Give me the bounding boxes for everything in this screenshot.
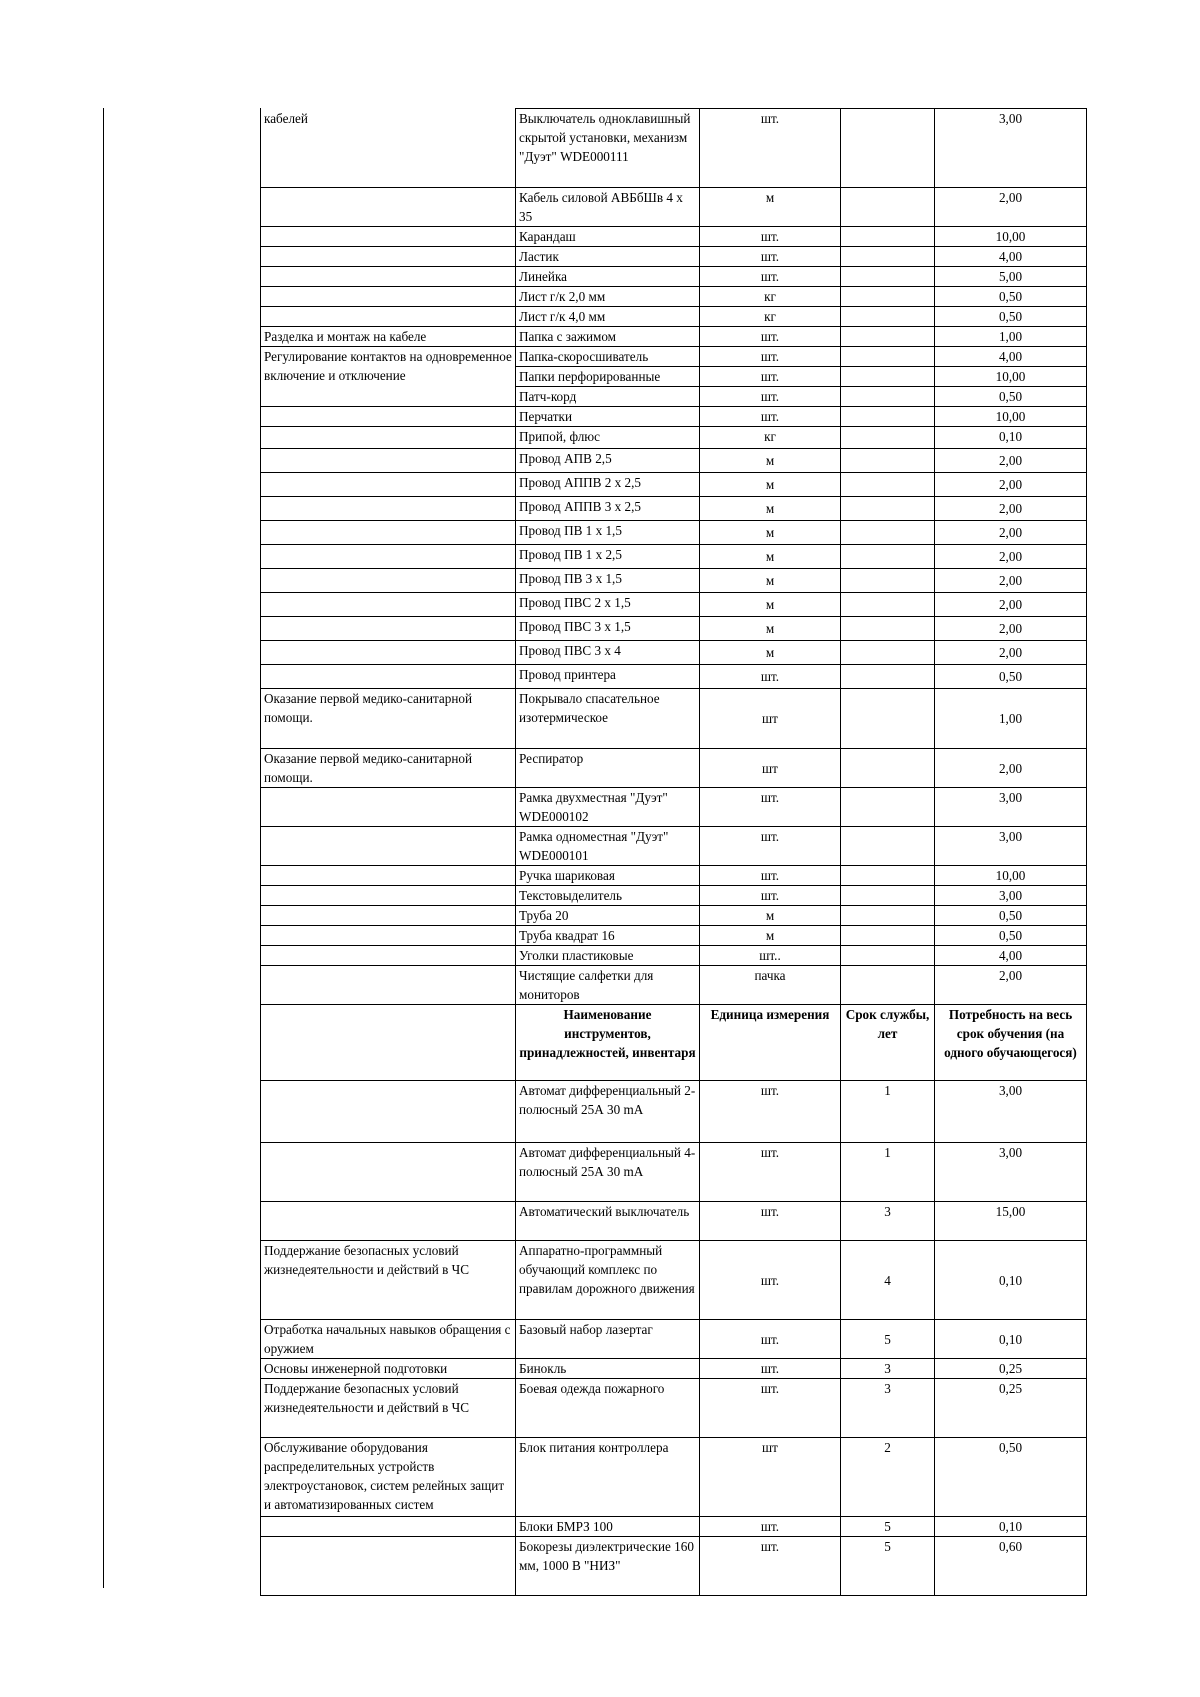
unit-cell: шт. [700,247,841,267]
table-row [261,866,1087,886]
activity-cell [261,641,516,665]
activity-cell [261,926,516,946]
item-name-cell: Автоматический выключатель [516,1202,700,1241]
activity-cell [261,188,516,227]
unit-cell: шт. [700,1081,841,1143]
table-row [261,267,1087,287]
table-row [261,689,1087,749]
activity-cell: Оказание первой медико-санитарной помощи. [261,689,516,749]
unit-cell: м [700,593,841,617]
quantity-cell: 10,00 [935,367,1087,387]
table-row [261,521,1087,545]
unit-cell: шт. [700,665,841,689]
service-life-cell [841,866,935,886]
activity-cell [261,665,516,689]
item-name-cell: Папка-скоросшиватель [516,347,700,367]
item-name-cell: Уголки пластиковые [516,946,700,966]
activity-cell [261,307,516,327]
table-row [261,569,1087,593]
unit-cell: м [700,545,841,569]
item-name-cell: Блок питания контроллера [516,1438,700,1517]
service-life-cell [841,497,935,521]
activity-cell [261,569,516,593]
activity-cell: Поддержание безопасных условий жизнедеятельности и действий в ЧС [261,1241,516,1320]
item-name-cell: Кабель силовой АВБбШв 4 x 35 [516,188,700,227]
table-row [261,946,1087,966]
item-name-cell: Ручка шариковая [516,866,700,886]
item-name-cell: Патч-корд [516,387,700,407]
quantity-cell: 2,00 [935,521,1087,545]
table-row [261,427,1087,449]
service-life-cell [841,367,935,387]
unit-cell: м [700,497,841,521]
table-row [261,407,1087,427]
service-life-cell: 1 [841,1081,935,1143]
unit-cell: шт [700,749,841,788]
item-name-cell: Провод ПВС 2 x 1,5 [516,593,700,617]
item-name-cell: Труба квадрат 16 [516,926,700,946]
table-row [261,109,1087,188]
activity-cell [261,521,516,545]
quantity-cell: 2,00 [935,449,1087,473]
header-unit: Единица измерения [700,1005,841,1081]
unit-cell: шт [700,689,841,749]
quantity-cell: 5,00 [935,267,1087,287]
table-row [261,497,1087,521]
activity-cell [261,545,516,569]
item-name-cell: Бинокль [516,1359,700,1379]
item-name-cell: Линейка [516,267,700,287]
table-row [261,327,1087,347]
unit-cell: м [700,188,841,227]
table-row [261,449,1087,473]
table-row [261,247,1087,267]
unit-cell: шт. [700,1202,841,1241]
item-name-cell: Бокорезы диэлектрические 160 мм, 1000 В "НИЗ" [516,1537,700,1596]
unit-cell: шт. [700,1241,841,1320]
quantity-cell: 3,00 [935,1081,1087,1143]
equipment-table-body [261,109,1087,1596]
activity-cell [261,1143,516,1202]
activity-cell: Отработка начальных навыков обращения с оружием [261,1320,516,1359]
quantity-cell: 2,00 [935,641,1087,665]
activity-cell [261,886,516,906]
quantity-cell: 10,00 [935,227,1087,247]
activity-cell [261,427,516,449]
quantity-cell: 10,00 [935,407,1087,427]
page-left-rule [103,108,104,1588]
table-row [261,1379,1087,1438]
service-life-cell [841,886,935,906]
activity-cell: Обслуживание оборудования распределительных устройств электроустановок, систем релейных защит и автоматизированных систем [261,1438,516,1517]
table-row [261,545,1087,569]
quantity-cell: 0,50 [935,665,1087,689]
activity-cell [261,966,516,1005]
activity-cell [261,287,516,307]
quantity-cell: 10,00 [935,866,1087,886]
item-name-cell: Лист г/к 2,0 мм [516,287,700,307]
service-life-cell [841,617,935,641]
unit-cell: шт. [700,788,841,827]
table-row [261,749,1087,788]
table-row [261,1320,1087,1359]
service-life-cell [841,906,935,926]
table-row [261,227,1087,247]
unit-cell: шт. [700,367,841,387]
activity-cell: Оказание первой медико-санитарной помощи. [261,749,516,788]
unit-cell: шт. [700,1379,841,1438]
header-quantity: Потребность на весь срок обучения (на одного обучающегося) [935,1005,1087,1081]
table-row [261,665,1087,689]
service-life-cell [841,387,935,407]
item-name-cell: Рамка двухместная "Дуэт" WDE000102 [516,788,700,827]
unit-cell: шт. [700,327,841,347]
unit-cell: шт. [700,109,841,188]
activity-cell: Регулирование контактов на одновременное включение и отключение [261,347,516,407]
quantity-cell: 2,00 [935,966,1087,1005]
tools-header-row [261,1005,1087,1081]
quantity-cell: 3,00 [935,109,1087,188]
unit-cell: шт. [700,347,841,367]
activity-cell: кабелей [261,109,516,188]
service-life-cell [841,827,935,866]
unit-cell: кг [700,427,841,449]
table-row [261,473,1087,497]
item-name-cell: Базовый набор лазертаг [516,1320,700,1359]
activity-cell [261,617,516,641]
unit-cell: шт. [700,1359,841,1379]
item-name-cell: Блоки БМРЗ 100 [516,1517,700,1537]
service-life-cell [841,641,935,665]
item-name-cell: Припой, флюс [516,427,700,449]
quantity-cell: 3,00 [935,886,1087,906]
item-name-cell: Провод АПВ 2,5 [516,449,700,473]
item-name-cell: Лист г/к 4,0 мм [516,307,700,327]
activity-cell: Разделка и монтаж на кабеле [261,327,516,347]
item-name-cell: Провод АППВ 3 x 2,5 [516,497,700,521]
item-name-cell: Чистящие салфетки для мониторов [516,966,700,1005]
unit-cell: м [700,926,841,946]
service-life-cell [841,593,935,617]
unit-cell: шт. [700,267,841,287]
item-name-cell: Провод ПВ 3 x 1,5 [516,569,700,593]
unit-cell: шт. [700,1517,841,1537]
quantity-cell: 2,00 [935,569,1087,593]
table-row [261,886,1087,906]
quantity-cell: 2,00 [935,545,1087,569]
service-life-cell: 3 [841,1379,935,1438]
activity-cell [261,407,516,427]
unit-cell: шт. [700,387,841,407]
quantity-cell: 4,00 [935,247,1087,267]
item-name-cell: Провод ПВС 3 x 4 [516,641,700,665]
service-life-cell [841,407,935,427]
activity-cell [261,267,516,287]
quantity-cell: 0,50 [935,926,1087,946]
quantity-cell: 2,00 [935,497,1087,521]
table-row [261,906,1087,926]
table-row [261,1517,1087,1537]
table-row [261,1202,1087,1241]
activity-cell [261,1081,516,1143]
service-life-cell [841,926,935,946]
service-life-cell: 1 [841,1143,935,1202]
quantity-cell: 2,00 [935,749,1087,788]
quantity-cell: 2,00 [935,617,1087,641]
item-name-cell: Рамка одноместная "Дуэт" WDE000101 [516,827,700,866]
item-name-cell: Боевая одежда пожарного [516,1379,700,1438]
quantity-cell: 0,25 [935,1359,1087,1379]
service-life-cell: 5 [841,1320,935,1359]
item-name-cell: Провод ПВ 1 x 1,5 [516,521,700,545]
service-life-cell [841,788,935,827]
unit-cell: кг [700,307,841,327]
quantity-cell: 2,00 [935,188,1087,227]
activity-cell [261,1202,516,1241]
table-row [261,1359,1087,1379]
quantity-cell: 0,50 [935,1438,1087,1517]
item-name-cell: Провод принтера [516,665,700,689]
service-life-cell [841,689,935,749]
item-name-cell: Папка с зажимом [516,327,700,347]
activity-cell [261,449,516,473]
service-life-cell [841,665,935,689]
activity-cell: Основы инженерной подготовки [261,1359,516,1379]
item-name-cell: Папки перфорированные [516,367,700,387]
service-life-cell [841,545,935,569]
activity-cell [261,593,516,617]
table-row [261,641,1087,665]
unit-cell: м [700,449,841,473]
item-name-cell: Труба 20 [516,906,700,926]
item-name-cell: Провод ПВС 3 x 1,5 [516,617,700,641]
activity-cell [261,497,516,521]
table-row [261,1438,1087,1517]
service-life-cell [841,327,935,347]
table-row [261,966,1087,1005]
unit-cell: кг [700,287,841,307]
quantity-cell: 0,50 [935,906,1087,926]
header-activity-cell [261,1005,516,1081]
service-life-cell [841,427,935,449]
table-row [261,1537,1087,1596]
quantity-cell: 2,00 [935,473,1087,497]
service-life-cell [841,188,935,227]
table-row [261,287,1087,307]
service-life-cell [841,307,935,327]
service-life-cell [841,749,935,788]
quantity-cell: 0,10 [935,1517,1087,1537]
header-service-life: Срок службы, лет [841,1005,935,1081]
item-name-cell: Провод ПВ 1 x 2,5 [516,545,700,569]
table-row [261,1143,1087,1202]
service-life-cell: 3 [841,1359,935,1379]
quantity-cell: 0,60 [935,1537,1087,1596]
unit-cell: м [700,569,841,593]
unit-cell: пачка [700,966,841,1005]
service-life-cell: 2 [841,1438,935,1517]
table-row [261,593,1087,617]
unit-cell: шт. [700,1143,841,1202]
table-row [261,347,1087,367]
unit-cell: м [700,473,841,497]
activity-cell [261,247,516,267]
quantity-cell: 0,50 [935,387,1087,407]
item-name-cell: Автомат дифференциальный 2-полюсный 25А 30 mA [516,1081,700,1143]
activity-cell [261,906,516,926]
unit-cell: шт. [700,1537,841,1596]
unit-cell: шт. [700,1320,841,1359]
quantity-cell: 15,00 [935,1202,1087,1241]
table-row [261,1241,1087,1320]
quantity-cell: 3,00 [935,788,1087,827]
item-name-cell: Провод АППВ 2 x 2,5 [516,473,700,497]
unit-cell: шт [700,1438,841,1517]
service-life-cell [841,473,935,497]
service-life-cell: 5 [841,1537,935,1596]
activity-cell [261,827,516,866]
unit-cell: шт. [700,866,841,886]
unit-cell: шт. [700,886,841,906]
service-life-cell [841,109,935,188]
activity-cell [261,1517,516,1537]
quantity-cell: 4,00 [935,946,1087,966]
quantity-cell: 0,25 [935,1379,1087,1438]
unit-cell: м [700,617,841,641]
service-life-cell [841,347,935,367]
quantity-cell: 3,00 [935,1143,1087,1202]
quantity-cell: 0,10 [935,1320,1087,1359]
service-life-cell: 4 [841,1241,935,1320]
service-life-cell [841,449,935,473]
table-row [261,617,1087,641]
service-life-cell [841,521,935,545]
table-row [261,926,1087,946]
equipment-table [260,108,1087,1596]
quantity-cell: 0,50 [935,307,1087,327]
unit-cell: м [700,521,841,545]
item-name-cell: Покрывало спасательное изотермическое [516,689,700,749]
item-name-cell: Респиратор [516,749,700,788]
table-row [261,1081,1087,1143]
quantity-cell: 1,00 [935,327,1087,347]
quantity-cell: 4,00 [935,347,1087,367]
activity-cell [261,946,516,966]
activity-cell [261,1537,516,1596]
quantity-cell: 3,00 [935,827,1087,866]
unit-cell: шт. [700,407,841,427]
table-row [261,307,1087,327]
service-life-cell [841,946,935,966]
service-life-cell: 3 [841,1202,935,1241]
header-name: Наименование инструментов, принадлежностей, инвентаря [516,1005,700,1081]
quantity-cell: 1,00 [935,689,1087,749]
unit-cell: шт. [700,827,841,866]
service-life-cell: 5 [841,1517,935,1537]
activity-cell: Поддержание безопасных условий жизнедеятельности и действий в ЧС [261,1379,516,1438]
table-row [261,788,1087,827]
unit-cell: м [700,641,841,665]
unit-cell: м [700,906,841,926]
service-life-cell [841,287,935,307]
quantity-cell: 2,00 [935,593,1087,617]
service-life-cell [841,267,935,287]
unit-cell: шт.. [700,946,841,966]
item-name-cell: Выключатель одноклавишный скрытой установки, механизм "Дуэт" WDE000111 [516,109,700,188]
activity-cell [261,227,516,247]
service-life-cell [841,227,935,247]
service-life-cell [841,247,935,267]
item-name-cell: Автомат дифференциальный 4-полюсный 25А 30 mA [516,1143,700,1202]
item-name-cell: Аппаратно-программный обучающий комплекс по правилам дорожного движения [516,1241,700,1320]
quantity-cell: 0,50 [935,287,1087,307]
activity-cell [261,866,516,886]
activity-cell [261,788,516,827]
service-life-cell [841,569,935,593]
item-name-cell: Карандаш [516,227,700,247]
activity-cell [261,473,516,497]
table-row [261,827,1087,866]
quantity-cell: 0,10 [935,427,1087,449]
item-name-cell: Перчатки [516,407,700,427]
table-row [261,188,1087,227]
quantity-cell: 0,10 [935,1241,1087,1320]
unit-cell: шт. [700,227,841,247]
item-name-cell: Ластик [516,247,700,267]
item-name-cell: Текстовыделитель [516,886,700,906]
service-life-cell [841,966,935,1005]
